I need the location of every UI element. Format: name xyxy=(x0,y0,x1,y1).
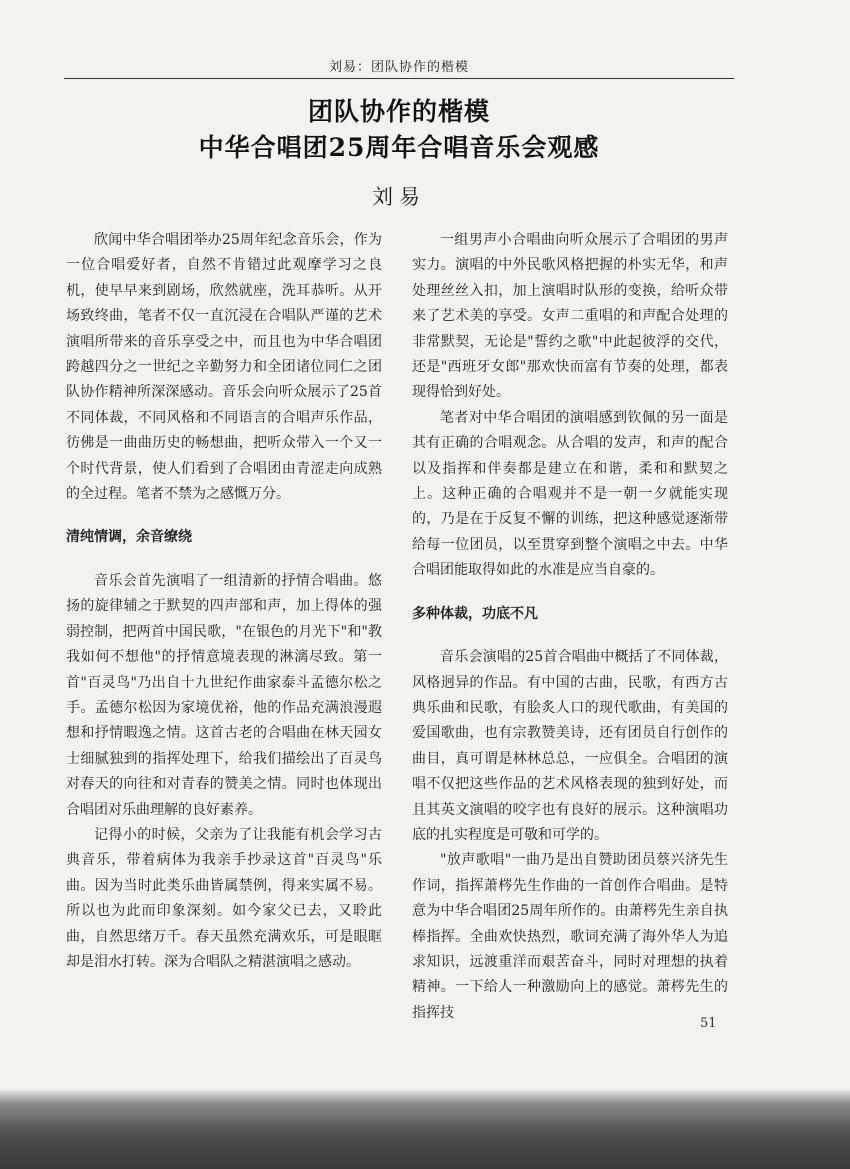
paragraph: 记得小的时候，父亲为了让我能有机会学习古典音乐，带着病体为我亲手抄录这首"百灵鸟"乐曲。因为当时此类乐曲皆属禁例，得来实属不易。所以也为此而印象深刻。如今家父已去，又聆此曲，自然思绪万千。春天虽然充满欢乐，可是眼眶却是泪水打转。深为合唱队之精湛演唱之感动。 xyxy=(66,826,382,970)
paragraph: 笔者对中华合唱团的演唱感到钦佩的另一面是其有正确的合唱观念。从合唱的发声，和声的配合以及指挥和伴奏都是建立在和谐，柔和和默契之上。这种正确的合唱观并不是一朝一夕就能实现的，乃是在于反复不懈的训练，把这种感觉逐渐带给每一位团员，以至贯穿到整个演唱之中去。中华合唱团能取得如此的水准是应当自豪的。 xyxy=(412,409,728,579)
page-number: 51 xyxy=(700,1016,717,1031)
paragraph: 音乐会首先演唱了一组清新的抒情合唱曲。悠扬的旋律辅之于默契的四声部和声，加上得体的强弱控制，把两首中国民歌，"在银色的月光下"和"教我如何不想他"的抒情意境表现的淋漓尽致。第一首"百灵鸟"乃出自十九世纪作曲家泰斗孟德尔松之手。孟德尔松因为家境优裕，他的作品充满浪漫遐想和抒情暇逸之情。这首古老的合唱曲在林天园女士细腻独到的指挥处理下，给我们描绘出了百灵鸟对春天的向往和对青春的赞美之情。同时也体现出合唱团对乐曲理解的良好素养。 xyxy=(66,572,382,818)
article-subtitle: 中华合唱团25周年合唱音乐会观感 xyxy=(198,133,600,162)
author-name: 刘易 xyxy=(372,185,426,209)
right-column xyxy=(412,228,728,1026)
section-heading: 多种体裁，功底不凡 xyxy=(412,605,538,622)
scan-bottom-shadow xyxy=(0,1090,850,1169)
left-column xyxy=(66,228,382,975)
paragraph: 音乐会演唱的25首合唱曲中概括了不同体裁，风格迥异的作品。有中国的古曲，民歌，有西方古典乐曲和民歌，有脍炙人口的现代歌曲，有美国的爱国歌曲，也有宗教赞美诗，还有团员自行创作的曲目，真可谓是林林总总，一应俱全。合唱团的演唱不仅把这些作品的艺术风格表现的独到好处，而且其英文演唱的咬字也有良好的展示。这种演唱功底的扎实程度是可敬和可学的。 xyxy=(412,649,728,843)
header-rule xyxy=(64,78,734,79)
running-head: 刘易：团队协作的楷模 xyxy=(328,60,469,75)
section-heading: 清纯情调，余音缭绕 xyxy=(66,529,192,546)
article-title: 团队协作的楷模 xyxy=(307,97,490,126)
paragraph: 一组男声小合唱曲向听众展示了合唱团的男声实力。演唱的中外民歌风格把握的朴实无华，和声处理丝丝入扣，加上演唱时队形的变换，给听众带来了艺术美的享受。女声二重唱的和声配合处理的非常默契，无论是"誓约之歌"中此起彼浮的交代，还是"西班牙女郎"那欢快而富有节奏的处理，都表现得恰到好处。 xyxy=(412,232,728,401)
paragraph: 欣闻中华合唱团举办25周年纪念音乐会，作为一位合唱爱好者，自然不肯错过此观摩学习之良机，使早早来到剧场，欣然就座，洗耳恭听。从开场致终曲，笔者不仅一直沉浸在合唱队严谨的艺术演唱所带来的音乐享受之中，而且也为中华合唱团跨越四分之一世纪之辛勤努力和全团诸位同仁之团队协作精神所深深感动。音乐会向听众展示了25首不同体裁，不同风格和不同语言的合唱声乐作品，彷佛是一曲曲历史的畅想曲，把听众带入一个又一个时代背景，使人们看到了合唱团由青涩走向成熟的全过程。笔者不禁为之感慨万分。 xyxy=(66,232,382,503)
paragraph: "放声歌唱"一曲乃是出自赞助团员蔡兴济先生作词，指挥萧梣先生作曲的一首创作合唱曲。是特意为中华合唱团25周年所作的。由萧梣先生亲自执棒指挥。全曲欢快热烈，歌词充满了海外华人为追求知识，远渡重洋而艰苦奋斗，同时对理想的执着精神。一下给人一种激励向上的感觉。萧梣先生的指挥技 xyxy=(412,852,728,1021)
